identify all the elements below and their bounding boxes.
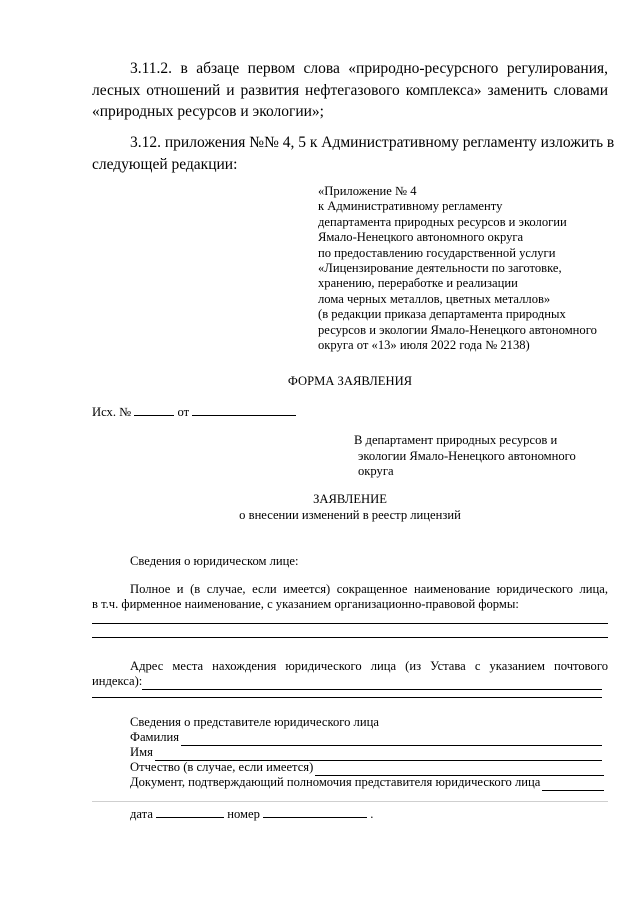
legal-entity-address-label: индекса): — [92, 674, 143, 688]
legal-entity-name-field-1[interactable] — [92, 623, 608, 624]
name-row — [130, 745, 602, 761]
addressee-line: экологии Ямало-Ненецкого автономного — [358, 448, 576, 463]
date-number-row — [130, 805, 373, 823]
representative-heading: Сведения о представителе юридического лица — [130, 715, 379, 729]
annex-line: к Административному регламенту — [318, 199, 503, 214]
outgoing-from-label: от — [177, 405, 190, 419]
outgoing-no-field[interactable] — [134, 403, 174, 416]
annex-line: (в редакции приказа департамента природных — [318, 307, 566, 322]
outgoing-date-field[interactable] — [192, 403, 296, 416]
application-title: ЗАЯВЛЕНИЕ — [313, 492, 387, 506]
document-label: Документ, подтверждающий полномочия представителя юридического лица — [130, 775, 541, 789]
name-field[interactable] — [155, 748, 602, 761]
legal-entity-address-row — [92, 674, 602, 690]
legal-entity-heading: Сведения о юридическом лице: — [130, 554, 299, 568]
paragraph-line: «природных ресурсов и экологии»; — [92, 103, 324, 120]
legal-entity-address-field[interactable] — [142, 677, 602, 690]
annex-line: департамента природных ресурсов и экологии — [318, 214, 567, 229]
outgoing-no-label: Исх. № — [92, 405, 132, 419]
annex-line: по предоставлению государственной услуги — [318, 245, 556, 260]
end-dot: . — [370, 807, 374, 821]
number-field[interactable] — [263, 805, 367, 818]
document-field[interactable] — [542, 778, 604, 791]
name-label: Имя — [130, 745, 153, 759]
annex-line: округа от «13» июля 2022 года № 2138) — [318, 338, 530, 353]
patronymic-field[interactable] — [315, 763, 604, 776]
addressee-line: В департамент природных ресурсов и — [354, 433, 558, 447]
surname-label: Фамилия — [130, 730, 180, 744]
paragraph-line: 3.11.2. в абзаце первом слова «природно-ресурсного регулирования, — [130, 60, 608, 77]
addressee-block — [354, 433, 576, 480]
number-label: номер — [227, 807, 260, 821]
paragraph-3-12 — [92, 132, 615, 175]
surname-row — [130, 730, 602, 746]
divider-line — [92, 801, 608, 802]
legal-entity-name-line2: в т.ч. фирменное наименование, с указанием организационно-правовой формы: — [92, 597, 519, 611]
paragraph-line: следующей редакции: — [92, 155, 238, 173]
form-title: ФОРМА ЗАЯВЛЕНИЯ — [287, 374, 413, 388]
annex-line: Ямало-Ненецкого автономного округа — [318, 230, 524, 245]
surname-field[interactable] — [181, 733, 602, 746]
date-field[interactable] — [156, 805, 224, 818]
legal-entity-address-field-2[interactable] — [92, 697, 602, 698]
annex-line: лома черных металлов, цветных металлов» — [318, 291, 551, 306]
patronymic-label: Отчество (в случае, если имеется) — [130, 760, 314, 774]
legal-entity-name-field-2[interactable] — [92, 637, 608, 638]
annex-line: «Приложение № 4 — [318, 184, 417, 198]
annex-line: ресурсов и экологии Ямало-Ненецкого автономного — [318, 322, 597, 337]
paragraph-line: лесных отношений и развития нефтегазового комплекса» заменить словами — [92, 81, 608, 99]
application-subtitle: о внесении изменений в реестр лицензий — [239, 508, 461, 522]
annex-line: «Лицензирование деятельности по заготовке, — [318, 261, 562, 276]
paragraph-line: 3.12. приложения №№ 4, 5 к Административному регламенту изложить в — [130, 134, 615, 151]
legal-entity-address-line1: Адрес места нахождения юридического лица (из Устава с указанием почтового — [130, 659, 608, 673]
paragraph-3-11-2 — [92, 58, 608, 123]
addressee-line: округа — [358, 464, 394, 478]
annex-header — [318, 184, 618, 353]
patronymic-row — [130, 760, 604, 776]
date-label: дата — [130, 807, 153, 821]
outgoing-number — [92, 403, 296, 421]
document-row — [130, 775, 604, 791]
legal-entity-name-line1: Полное и (в случае, если имеется) сокращенное наименование юридического лица, — [130, 582, 608, 596]
annex-line: хранению, переработке и реализации — [318, 276, 518, 291]
